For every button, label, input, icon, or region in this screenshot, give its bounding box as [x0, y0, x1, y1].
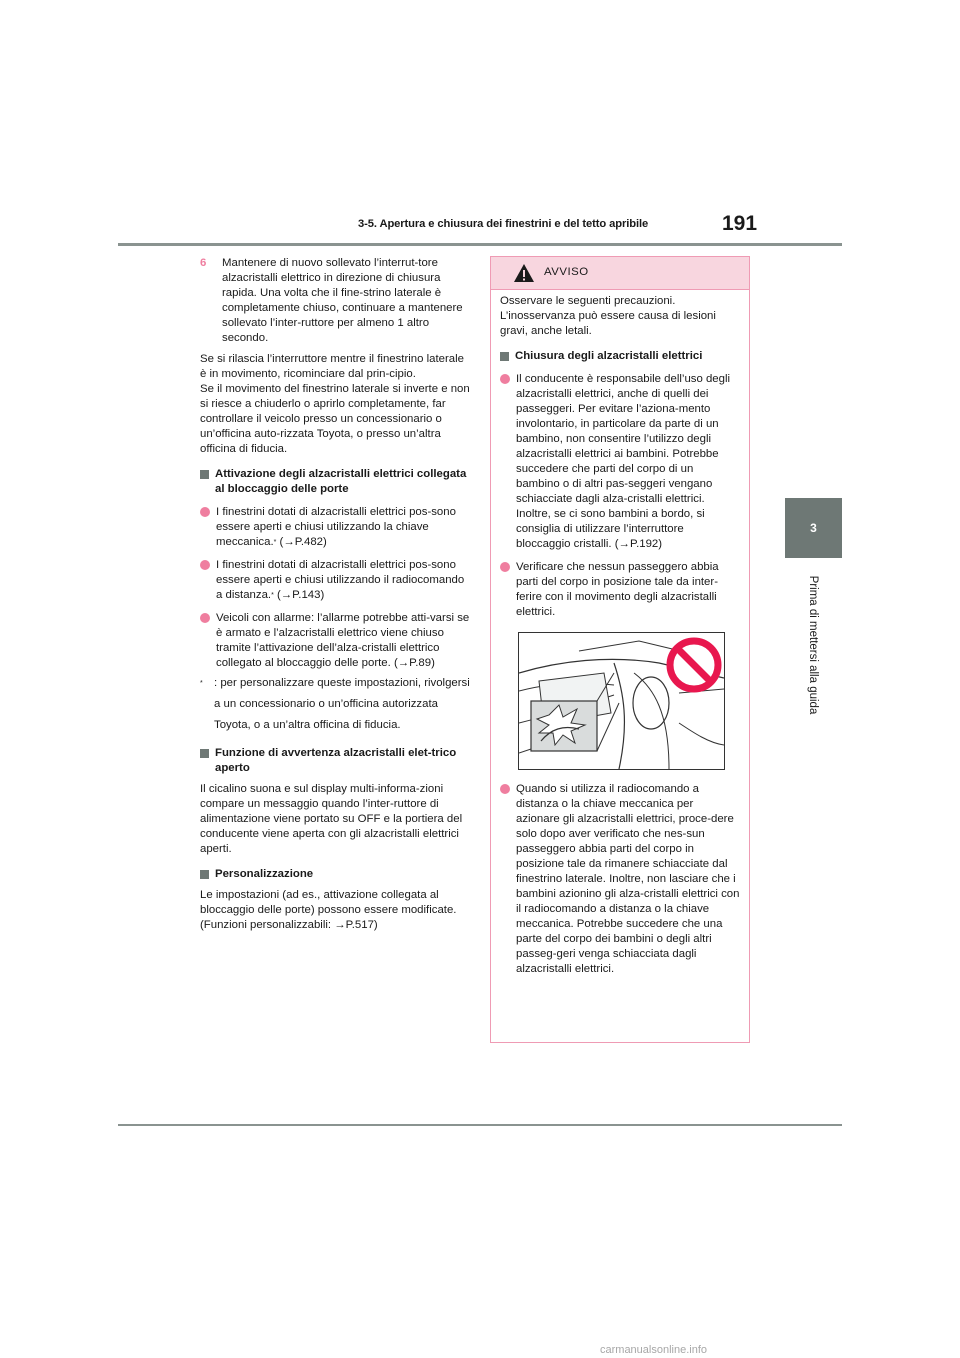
bullet-icon — [500, 784, 510, 794]
section-heading-customization — [200, 867, 472, 882]
bullet-text: Il conducente è responsabile dell’uso degli alzacristalli elettrici, anche di quelli dei passeggeri. Per evitare l’aziona-mento involontario, in particolare da parte di un bambino, non consentire l’utilizzo degli alzacristalli elettrici ai bambini. Potrebbe succedere che parti del corpo di un bambino o di altri pas-seggeri vengano schiacciate dagli alza-cristalli elettrici. Inoltre, se ci sono bambini a bordo, si consiglia di utilizzare l’interruttore bloccaggio cristalli. (→P.192) — [516, 373, 731, 550]
header-rule — [118, 243, 842, 246]
bullet-text: Quando si utilizza il radiocomando a distanza o la chiave meccanica per azionare gli alzacristalli elettrici, proce-dere solo dopo aver verificato che nes-sun passeggero abbia parti del corpo in posizione tale da rimanere schiacciate dal finestrino laterale. Inoltre, non lasciare che i bambini azionino gli alza-cristalli elettrici con il radiocomando a distanza o la chiave meccanica. Potrebbe succedere che una parte del corpo dei bambini o degli altri passeg-geri venga schiacciata dagli alzacristalli elettrici. — [516, 783, 740, 975]
footnote-marker: * — [271, 592, 274, 599]
footer-rule — [118, 1124, 842, 1126]
paragraph-customization: Le impostazioni (ad es., attivazione collegata al bloccaggio delle porte) possono essere modificate. (Funzioni personalizzabili: →P.517) — [200, 889, 457, 931]
bullet-body: I finestrini dotati di alzacristalli elettrici pos-sono essere aperti e chiusi utilizzando il radiocomando a distanza. — [216, 559, 465, 601]
step-6 — [200, 256, 472, 346]
footnote-asterisk: * — [200, 680, 203, 687]
bullet-icon — [200, 507, 210, 517]
warning-box — [490, 256, 750, 1043]
footnote — [200, 673, 472, 736]
bullet-icon — [200, 560, 210, 570]
watermark-text: carmanualsonline.info — [600, 1344, 708, 1356]
chapter-tab[interactable]: 3 — [785, 498, 842, 558]
page-number: 191 — [722, 212, 758, 235]
footnote-text: : per personalizzare queste impostazioni, rivolgersi a un concessionario o un’officina autorizzata Toyota, o a un’altra officina di fiducia. — [214, 677, 470, 731]
bullet-icon — [500, 562, 510, 572]
section-heading-text: Attivazione degli alzacristalli elettrici collegata al bloccaggio delle porte — [215, 468, 467, 495]
bullet-text: Verificare che nessun passeggero abbia parti del corpo in posizione tale da inter-ferire con il movimento degli alzacristalli elettrici. — [516, 561, 719, 618]
section-heading-text: Chiusura degli alzacristalli elettrici — [515, 350, 703, 362]
step-number: 6 — [200, 257, 207, 269]
list-item — [200, 558, 472, 603]
illustration-hand-pinched-in-window — [518, 632, 725, 770]
bullet-body: I finestrini dotati di alzacristalli elettrici pos-sono essere aperti e chiusi utilizzando la chiave meccanica. — [216, 506, 456, 548]
bullet-text — [216, 558, 472, 603]
section-title: 3-5. Apertura e chiusura dei finestrini e del tetto apribile — [358, 218, 649, 230]
warning-body — [491, 290, 749, 977]
chapter-label: Prima di mettersi alla guida — [807, 575, 819, 715]
bullet-icon — [200, 613, 210, 623]
warning-header — [491, 257, 749, 290]
page-reference-link[interactable]: (→P.482) — [276, 536, 327, 548]
square-bullet-icon — [200, 749, 209, 758]
list-item — [500, 560, 740, 620]
footnote-marker: * — [273, 539, 277, 546]
square-bullet-icon — [500, 352, 509, 361]
section-heading-text: Funzione di avvertenza alzacristalli elet-trico aperto — [215, 747, 457, 774]
warning-title: AVVISO — [544, 266, 589, 278]
section-heading-door-lock — [200, 467, 472, 497]
list-item — [200, 611, 472, 671]
paragraph-reverse: Se il movimento del finestrino laterale si inverte e non si riesce a chiuderlo o aprirlo completamente, far controllare il veicolo presso un concessionario o un’officina auto-rizzata Toyota, o presso un’altra officina di fiducia. — [200, 383, 470, 455]
paragraph-release: Se si rilascia l’interruttore mentre il finestrino laterale è in movimento, ricominciare dal prin-cipio. — [200, 353, 464, 380]
square-bullet-icon — [200, 470, 209, 479]
square-bullet-icon — [200, 870, 209, 879]
warning-intro: Osservare le seguenti precauzioni. L’inosservanza può essere causa di lesioni gravi, anche letali. — [500, 295, 716, 337]
bullet-text: Veicoli con allarme: l’allarme potrebbe atti-varsi se è armato e l’alzacristalli elettrico viene chiuso tramite l’attivazione dell’alza-cristalli elettrico collegato al bloccaggio delle porte. (→P.89) — [216, 612, 470, 669]
list-item — [200, 505, 472, 550]
step-text: Mantenere di nuovo sollevato l’interrut-tore alzacristalli elettrico in direzione di chiusura rapida. Una volta che il fine-strino laterale è completamente chiuso, continuare a mantenere sollevato l’inter-ruttore per almeno 1 altro secondo. — [222, 257, 463, 344]
warning-section-heading — [500, 349, 740, 364]
bullet-icon — [500, 374, 510, 384]
page-reference-link[interactable]: (→P.143) — [273, 589, 325, 601]
car-interior-illustration — [519, 633, 724, 769]
warning-triangle-icon — [513, 263, 535, 283]
left-column — [200, 256, 472, 933]
paragraph-open-warning: Il cicalino suona e sul display multi-informa-zioni compare un messaggio quando l’inter-ruttore di alimentazione viene portato su OFF e la portiera del conducente viene aperta con gli alzacristalli elettrici aperti. — [200, 783, 463, 855]
section-heading-open-warning — [200, 746, 472, 776]
section-heading-text: Personalizzazione — [215, 868, 314, 880]
bullet-text — [216, 505, 472, 550]
list-item — [500, 372, 740, 552]
footnote-marker — [200, 673, 214, 736]
list-item — [500, 782, 740, 977]
